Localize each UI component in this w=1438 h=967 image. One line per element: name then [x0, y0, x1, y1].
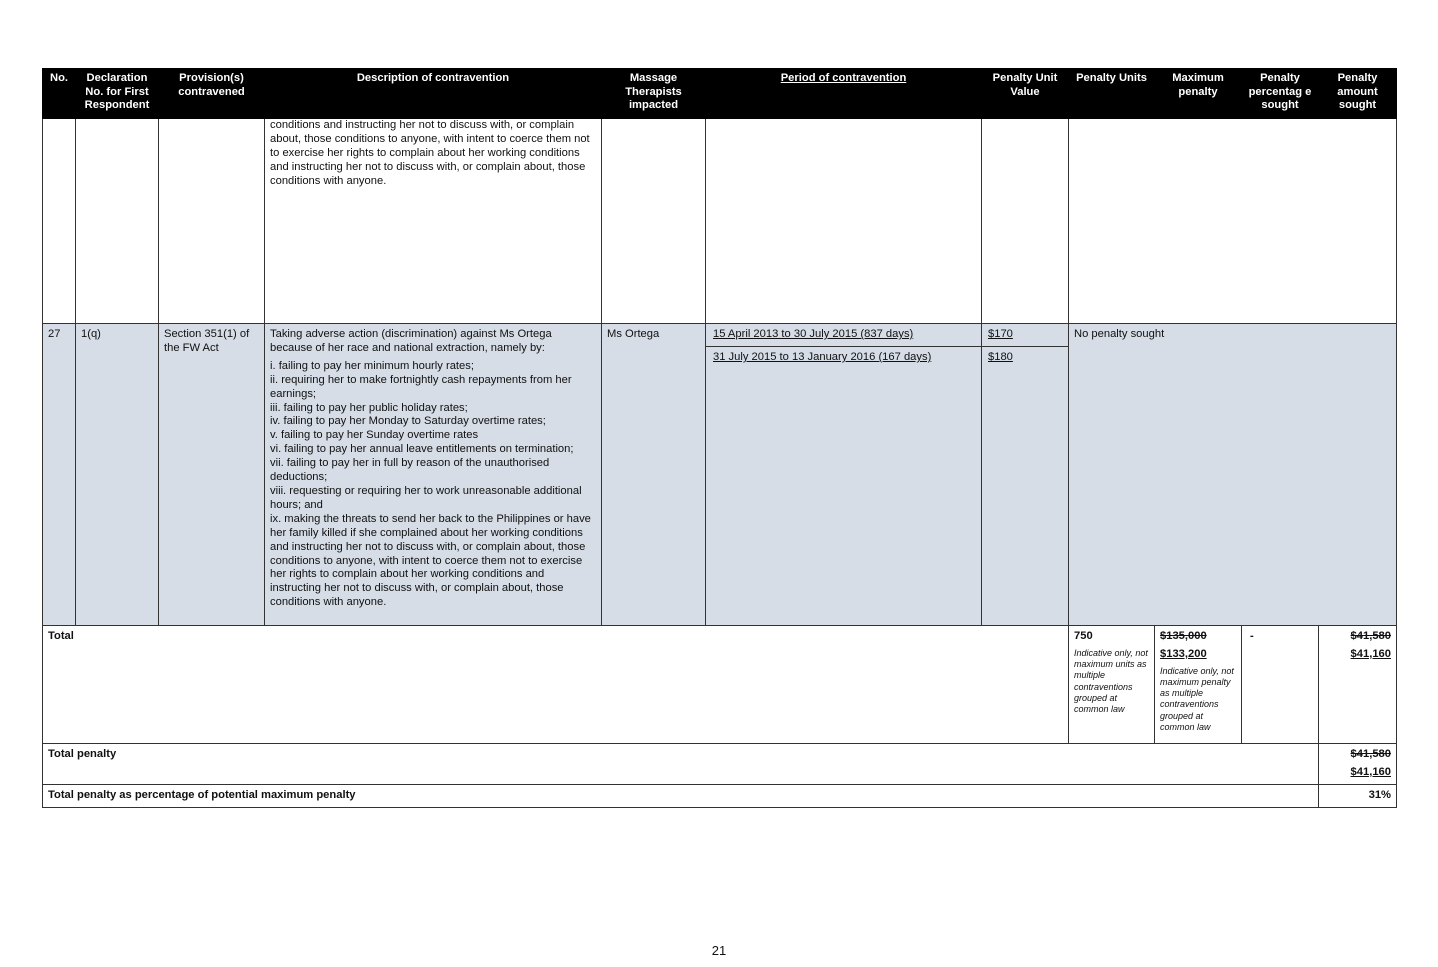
- total-units-note: Indicative only, not maximum units as multiple contraventions grouped at common law: [1074, 647, 1148, 714]
- row27-item-iv: iv. failing to pay her Monday to Saturday overtime rates;: [270, 415, 546, 428]
- total-label: Total: [43, 626, 1069, 744]
- row27-item-vii: vii. failing to pay her in full by reason of the unauthorised deductions;: [270, 457, 550, 484]
- cont-description: [265, 119, 602, 324]
- total-penalty-row: [43, 744, 1397, 785]
- total-penalty-new: $41,160: [1350, 765, 1391, 778]
- row27-declaration: 1(q): [76, 324, 159, 626]
- header-therapists: Massage Therapists impacted: [602, 69, 706, 119]
- header-period-text: Period of contravention: [780, 72, 907, 84]
- row27-item-ii: ii. requiring her to make fortnightly cash repayments from her earnings;: [270, 373, 572, 400]
- cont-penalty: [1069, 119, 1397, 324]
- total-amount: [1319, 626, 1397, 744]
- row27-item-vi: vi. failing to pay her annual leave entitlements on termination;: [270, 443, 574, 456]
- row27-unit-value: [982, 324, 1069, 626]
- row27-penalty-note: No penalty sought: [1069, 324, 1397, 626]
- total-pct-label: Total penalty as percentage of potential maximum penalty: [43, 784, 1319, 807]
- header-no: No.: [43, 69, 76, 119]
- header-pct-sought: Penalty percentag e sought: [1242, 69, 1319, 119]
- total-amount-new: $41,160: [1350, 647, 1391, 660]
- cont-no: [43, 119, 76, 324]
- total-pct: -: [1242, 626, 1319, 744]
- total-amount-old: $41,580: [1350, 630, 1391, 642]
- row27-unit-value-2-text: $180: [988, 350, 1013, 363]
- page-number: 21: [711, 943, 727, 958]
- header-max-penalty: Maximum penalty: [1155, 69, 1242, 119]
- row27-unit-value-1: [982, 324, 1068, 347]
- row27-item-v: v. failing to pay her Sunday overtime rates: [270, 429, 479, 442]
- header-amount-sought: Penalty amount sought: [1319, 69, 1397, 119]
- cont-unit-value: [982, 119, 1069, 324]
- cont-therapists: [602, 119, 706, 324]
- header-row: [43, 69, 1397, 119]
- penalty-table: [42, 68, 1397, 808]
- row27-period-1: [706, 324, 981, 347]
- row27-item-i: i. failing to pay her minimum hourly rates;: [270, 359, 474, 372]
- header-provision: Provision(s) contravened: [159, 69, 265, 119]
- total-max-old: $135,000: [1160, 630, 1207, 642]
- total-max-new: $133,200: [1160, 647, 1207, 660]
- row27-period: [706, 324, 982, 626]
- total-penalty-label: Total penalty: [43, 744, 1319, 785]
- header-unit-value: Penalty Unit Value: [982, 69, 1069, 119]
- row27-item-ix: ix. making the threats to send her back to the Philippines or have her family killed if she complained about her working conditions and instructing her not to discuss with, or complain about, those conditions to anyone, with intent to coerce them not to exercise her rights to complain about her working conditions and instructing her not to discuss with, or complain about, those conditions with anyone.: [270, 512, 591, 609]
- total-max-penalty: [1155, 626, 1242, 744]
- row27-period-1-text: 15 April 2013 to 30 July 2015 (837 days): [713, 328, 914, 340]
- total-penalty-amount: [1319, 744, 1397, 785]
- total-units: [1069, 626, 1155, 744]
- cont-period: [706, 119, 982, 324]
- row27-description-intro: Taking adverse action (discrimination) against Ms Ortega because of her race and national extraction, namely by:: [270, 328, 552, 354]
- row27-period-2: [706, 347, 981, 369]
- row27-description: [265, 324, 602, 626]
- total-pct-row: [43, 784, 1397, 807]
- cont-description-text: conditions and instructing her not to discuss with, or complain about, those conditions to anyone, with intent to coerce them not to exercise her rights to complain about her working conditions and instructing her not to discuss with, or complain about, those conditions with anyone.: [270, 119, 590, 187]
- cont-provision: [159, 119, 265, 324]
- total-max-note: Indicative only, not maximum penalty as multiple contraventions grouped at common law: [1160, 665, 1234, 732]
- header-period: [706, 69, 982, 119]
- row27-period-2-text: 31 July 2015 to 13 January 2016 (167 days): [713, 350, 932, 363]
- row27-item-viii: viii. requesting or requiring her to work unreasonable additional hours; and: [270, 484, 582, 511]
- row27-unit-value-2: [982, 347, 1068, 369]
- row27-item-iii: iii. failing to pay her public holiday rates;: [270, 401, 468, 414]
- total-row: [43, 626, 1397, 744]
- header-units: Penalty Units: [1069, 69, 1155, 119]
- total-penalty-old: $41,580: [1350, 748, 1391, 760]
- row27-no: 27: [43, 324, 76, 626]
- row27-therapist: Ms Ortega: [602, 324, 706, 626]
- header-description: Description of contravention: [265, 69, 602, 119]
- header-declaration: Declaration No. for First Respondent: [76, 69, 159, 119]
- total-units-value: 750: [1074, 630, 1093, 642]
- continued-row: [43, 119, 1397, 324]
- row27-unit-value-1-text: $170: [988, 328, 1013, 340]
- row27-provision: Section 351(1) of the FW Act: [159, 324, 265, 626]
- table-row-27: [43, 324, 1397, 626]
- cont-declaration: [76, 119, 159, 324]
- total-pct-value: 31%: [1319, 784, 1397, 807]
